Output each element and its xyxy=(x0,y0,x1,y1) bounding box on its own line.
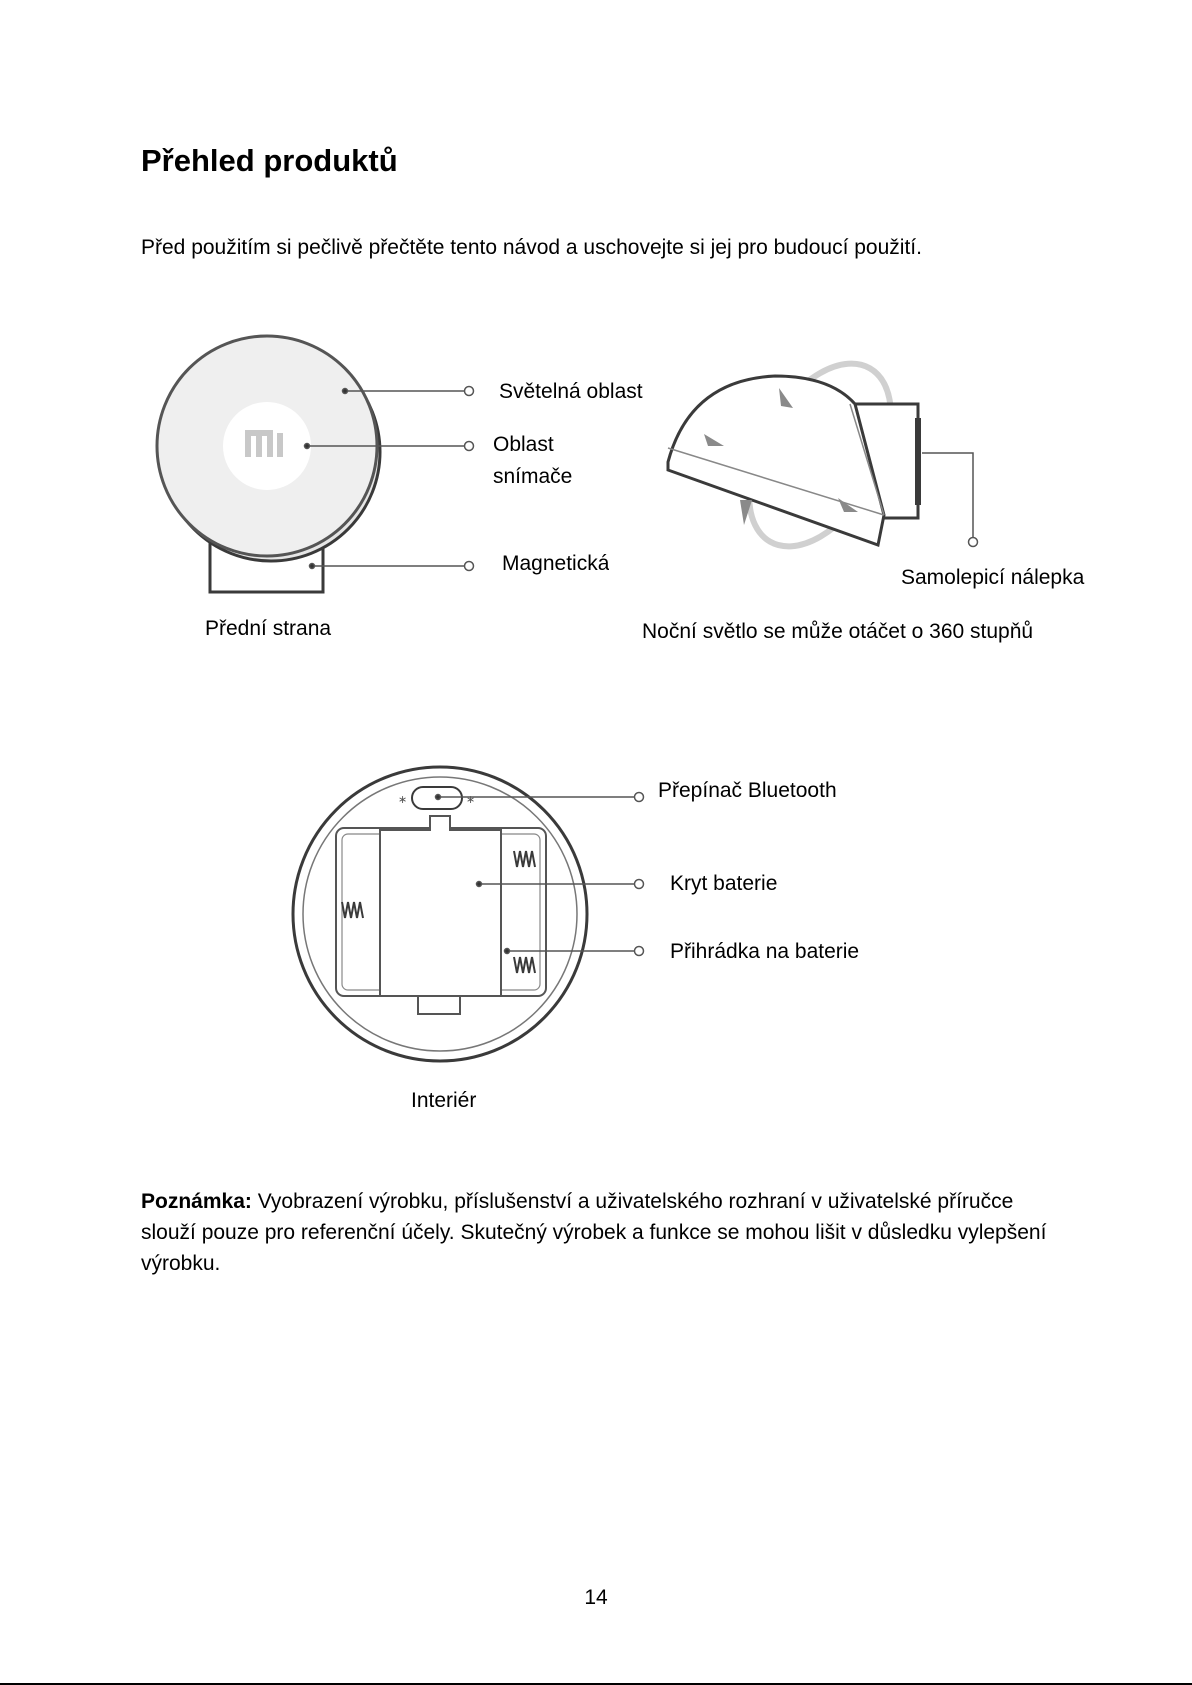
label-sensor-area-line2: snímače xyxy=(493,465,573,488)
front-view-illustration xyxy=(157,336,474,592)
label-magnetic: Magnetická xyxy=(502,552,610,575)
label-battery-compartment: Přihrádka na baterie xyxy=(670,940,860,963)
label-battery-cover: Kryt baterie xyxy=(670,872,778,895)
svg-text:∗: ∗ xyxy=(398,793,408,806)
page-number: 14 xyxy=(584,1586,608,1609)
note-label: Poznámka: xyxy=(141,1190,252,1213)
interior-view-illustration xyxy=(293,767,644,1061)
label-sticker: Samolepicí nálepka xyxy=(901,566,1085,589)
caption-interior: Interiér xyxy=(411,1089,477,1112)
svg-text:∗: ∗ xyxy=(466,793,476,806)
label-bluetooth-switch: Přepínač Bluetooth xyxy=(658,779,837,802)
note-text: Vyobrazení výrobku, příslušenství a uživatelského rozhraní v uživatelské příručce slouží pouze pro referenční účely. Skutečný výrobek a funkce se mohou lišit v důsledku vylepšení výrobku. xyxy=(141,1190,1047,1275)
label-light-area: Světelná oblast xyxy=(499,380,643,403)
note-paragraph xyxy=(141,1186,1061,1279)
page-title: Přehled produktů xyxy=(141,143,398,178)
caption-front: Přední strana xyxy=(205,617,332,640)
label-sensor-area-line1: Oblast xyxy=(493,433,554,456)
intro-text: Před použitím si pečlivě přečtěte tento návod a uschovejte si jej pro budoucí použití. xyxy=(141,236,922,259)
rotation-view-illustration xyxy=(668,339,978,570)
caption-rotate: Noční světlo se může otáčet o 360 stupňů xyxy=(642,620,1034,643)
